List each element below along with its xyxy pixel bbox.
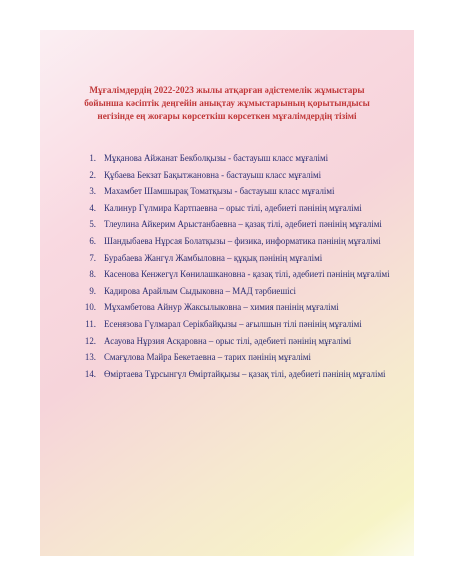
item-text: Касенова Кенжегүл Көнилашкановна - қазақ тілі, әдебиеті пәнінің мұғалімі [104,269,390,280]
list-item [78,235,396,248]
teacher-list [78,152,396,384]
list-item [78,285,396,298]
item-text: Смағұлова Майра Бекетаевна – тарих пәнінің мұғалімі [104,352,311,363]
item-number: 10. [84,302,96,313]
item-text: Бурабаева Жангүл Жамбыловна – құқық пәнінің мұғалімі [104,252,323,263]
item-number: 11. [85,318,96,329]
list-item [78,301,396,314]
item-number: 6. [89,235,96,246]
item-text: Құбаева Бекзат Бақытжановна - бастауыш класс мұғалімі [104,169,322,180]
document-page [40,30,414,556]
item-number: 9. [89,285,96,296]
item-number: 8. [89,269,96,280]
item-text: Есенязова Гүлмарал Серікбайқызы – ағылшын тілі пәнінің мұғалімі [104,318,362,329]
item-number: 3. [89,186,96,197]
item-number: 14. [84,368,96,379]
item-text: Өміртаева Тұрсынгүл Өміртайқызы – қазақ тілі, әдебиеті пәнінің мұғалімі [104,368,386,379]
item-number: 1. [89,153,96,163]
item-text: Калинур Гүлмира Картпаевна – орыс тілі, әдебиеті пәнінің мұғалімі [104,202,362,213]
list-item [78,185,396,198]
list-item [78,368,396,381]
item-text: Мұхамбетова Айнур Жаксылыковна – химия пәнінің мұғалімі [104,302,339,313]
item-text: Мұқанова Айжанат Бекболқызы - бастауыш класс мұғалімі [104,153,329,163]
list-item [78,335,396,348]
list-item [78,169,396,182]
item-number: 5. [89,219,96,230]
list-item [78,218,396,231]
item-number: 4. [89,202,96,213]
list-item [78,268,396,281]
item-number: 2. [89,169,96,180]
item-text: Махамбет Шамшырақ Томатқызы - бастауыш класс мұғалімі [104,186,335,197]
list-item [78,152,396,165]
item-text: Шандыбаева Нұрсая Болатқызы – физика, информатика пәнінің мұғалімі [104,235,381,246]
item-text: Тлеулина Айкерим Арыстанбаевна – қазақ тілі, әдебиеті пәнінің мұғалімі [104,219,382,230]
document-title: Мұғалімдердің 2022-2023 жылы атқарған әдістемелік жұмыстары бойынша кәсіптік деңгейін анықтау жұмыстарының қорытындысы негізінде ең жоғары көрсеткіш көрсеткен мұғалімдердің тізімі [84,85,370,121]
item-number: 7. [89,252,96,263]
item-text: Асауова Нұрзия Асқаровна – орыс тілі, әдебиеті пәнінің мұғалімі [104,335,352,346]
item-text: Кадирова Арайлым Сыдыковна – МАД тәрбиешісі [104,285,297,296]
list-item [78,351,396,364]
list-item [78,252,396,265]
item-number: 13. [84,352,96,363]
list-item [78,202,396,215]
list-item [78,318,396,331]
item-number: 12. [84,335,96,346]
